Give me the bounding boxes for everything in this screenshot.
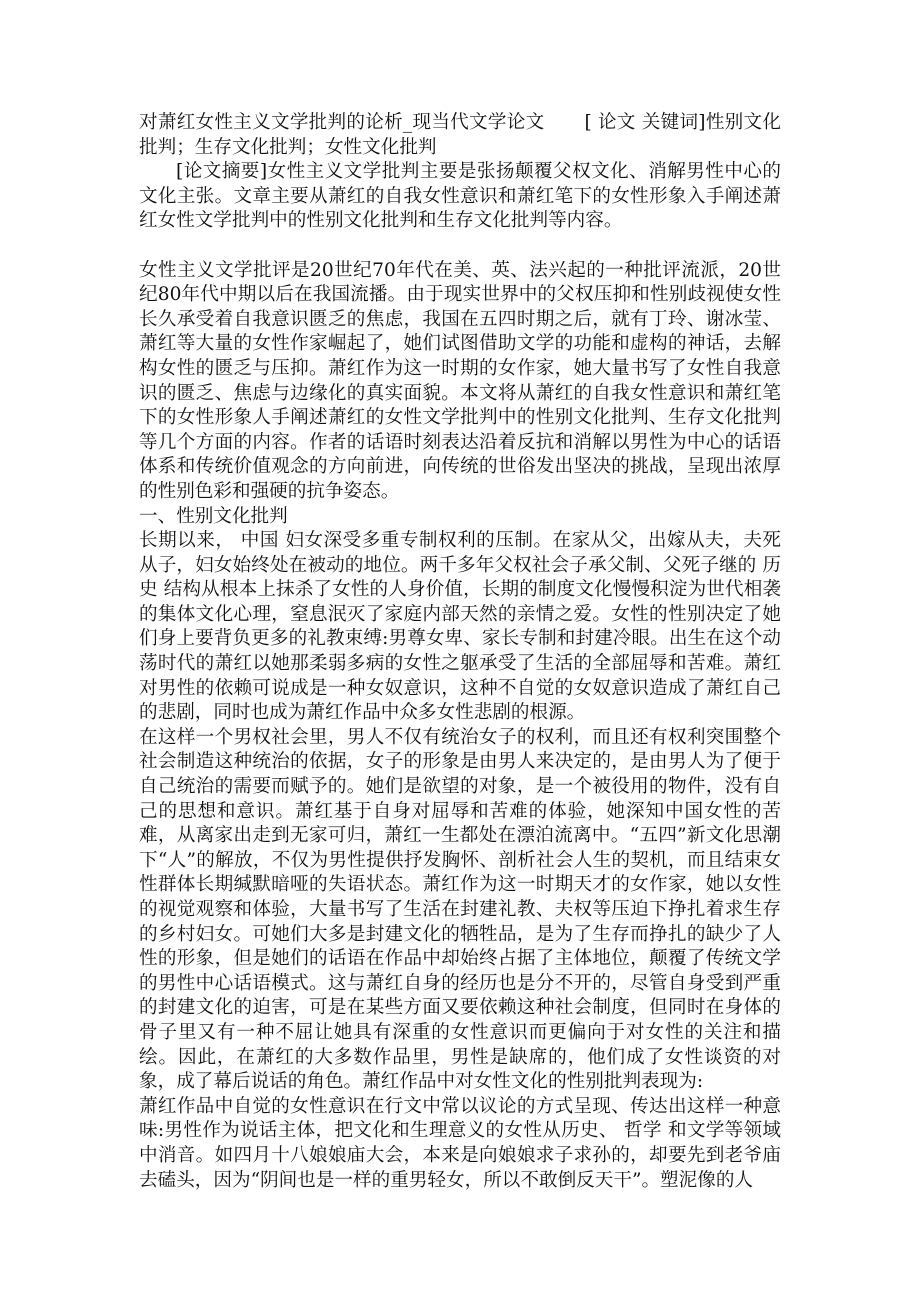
abstract-text: 女性主义文学批判主要是张扬颠覆父权文化、消解男性中心的文化主张。文章主要从萧红的自我女性意识和萧红笔下的女性形象入手阐述萧红女性文学批判中的性别文化批判和生存文化批判等内容。 <box>139 161 781 232</box>
title-line <box>139 111 781 160</box>
keywords-text: 性别文化批判；生存文化批判；女性文化批判 <box>139 112 781 158</box>
blank-line <box>139 234 781 259</box>
section-heading: 一、性别文化批判 <box>139 505 288 527</box>
keywords-label: [ 论文 关键词] <box>584 112 706 133</box>
intro-paragraph: 女性主义文学批评是20世纪70年代在美、英、法兴起的一种批评流派，20世纪80年代中期以后在我国流播。由于现实世界中的父权压抑和性别歧视使女性长久承受着自我意识匮乏的焦虑，我国在五四时期之后，就有丁玲、谢冰莹、萧红等大量的女性作家崛起了，她们试图借助文学的功能和虚构的神话，去解构女性的匮乏与压抑。萧红作为这一时期的女作家，她大量书写了女性自我意识的匮乏、焦虑与边缘化的真实面貌。本文将从萧红的自我女性意识和萧红笔下的女性形象人手阐述萧红的女性文学批判中的性别文化批判、生存文化批判等几个方面的内容。作者的话语时刻表达沿着反抗和消解以男性为中心的话语体系和传统价值观念的方向前进，向传统的世俗发出坚决的挑战，呈现出浓厚的性别色彩和强硬的抗争姿态。 <box>139 259 781 502</box>
body-paragraph-3: 萧红作品中自觉的女性意识在行文中常以议论的方式呈现、传达出这样一种意味:男性作为说话主体，把文化和生理意义的女性从历史、 哲学 和文学等领域中消音。如四月十八娘娘庙大会，本来是向娘娘求子求孙的，却要先到老爷庙去磕头，因为“阴间也是一样的重男轻女，所以不敢倒反天干”。塑泥像的人 <box>139 1095 781 1191</box>
document-page <box>139 111 781 1193</box>
body-paragraph-2: 在这样一个男权社会里，男人不仅有统治女子的权利，而且还有权利突围整个社会制造这种统治的依据，女子的形象是由男人来决定的，是由男人为了便于自己统治的需要而赋予的。她们是欲望的对象，是一个被役用的物件，没有自己的思想和意识。萧红基于自身对屈辱和苦难的体验，她深知中国女性的苦难，从离家出走到无家可归，萧红一生都处在漂泊流离中。“五四”新文化思潮下“人”的解放，不仅为男性提供抒发胸怀、剖析社会人生的契机，而且结束女性群体长期缄默暗哑的失语状态。萧红作为这一时期天才的女作家，她以女性的视觉观察和体验，大量书写了生活在封建礼教、夫权等压迫下挣扎着求生存的乡村妇女。可她们大多是封建文化的牺牲品，是为了生存而挣扎的缺少了人性的形象，但是她们的话语在作品中却始终占据了主体地位，颠覆了传统文学的男性中心话语模式。这与萧红自身的经历也是分不开的，尽管自身受到严重的封建文化的迫害，可是在某些方面又要依赖这种社会制度，但同时在身体的骨子里又有一种不屈让她具有深重的女性意识而更偏向于对女性的关注和描绘。因此，在萧红的大多数作品里，男性是缺席的，他们成了女性谈资的对象，成了幕后说话的角色。萧红作品中对女性文化的性别批判表现为: <box>139 726 781 1093</box>
abstract-label: [论文摘要] <box>176 161 268 183</box>
abstract-paragraph <box>139 160 781 234</box>
document-title: 对萧红女性主义文学批判的论析_现当代文学论文 <box>139 112 545 133</box>
body-paragraph-1: 长期以来， 中国 妇女深受多重专制权利的压制。在家从父，出嫁从夫，夫死从子，妇女始终处在被动的地位。两千多年父权社会子承父制、父死子继的 历史 结构从根本上抹杀了女性的人身价值，长期的制度文化慢慢积淀为世代相袭的集体文化心理，窒息泯灭了家庭内部天然的亲情之爱。女性的性别决定了她们身上要背负更多的礼教束缚:男尊女卑、家长专制和封建冷眼。出生在这个动荡时代的萧红以她那柔弱多病的女性之躯承受了生活的全部屈辱和苦难。萧红对男性的依赖可说成是一种女奴意识，这种不自觉的女奴意识造成了萧红自己的悲剧，同时也成为萧红作品中众多女性悲剧的根源。 <box>139 530 781 724</box>
